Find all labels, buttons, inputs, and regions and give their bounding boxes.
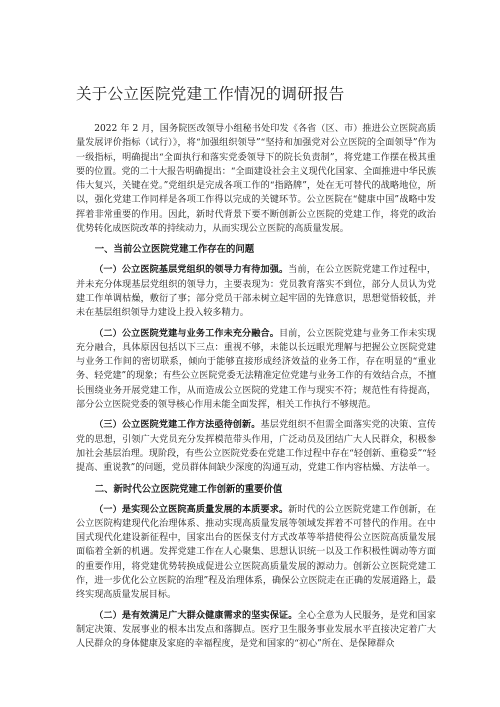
section-1-paragraph-3 (76, 418, 436, 475)
section-2-paragraph-2 (76, 609, 436, 652)
intro-paragraph: 2022 年 2 月，国务院医改领导小组秘书处印发《各省（区、市）推进公立医院高质量发展评价指标（试行）》，将“加强组织领导”“坚持和加强党对公立医院的全面领导”作为一级指标，明确提出“全面执行和落实党委领导下的院长负责制”，将党建工作摆在极其重要的位置。党的二十大报告明确提出：“全面建设社会主义现代化国家、全面推进中华民族伟大复兴，关键在党。”党组织是完成各项工作的“指路牌”，处在无可替代的战略地位，所以，强化党建工作同样是各项工作得以完成的关键环节。公立医院在“健康中国”战略中发挥着非常重要的作用。因此，新时代背景下要不断创新公立医院的党建工作，将党的政治优势转化成医院改革的持续动力，从而实现公立医院的高质量发展。 (76, 124, 436, 235)
section-2-heading: 二、新时代公立医院党建工作创新的重要价值 (94, 483, 283, 495)
section-1-paragraph-1 (76, 263, 436, 320)
section-1-paragraph-1-lead: （一）公立医院基层党组织的领导力有待加强。 (94, 265, 289, 276)
section-1-paragraph-3-body: 基层党组织不但需全面落实党的决策、宣传党的思想，引领广大党员充分发挥模范带头作用，广泛动员及团结广大人民群众，积极参加社会基层治理。现阶段，有些公立医院党委在党建工作过程中存在“轻创新、重稳妥”“轻提高、重说教”的问题，党员群体间缺少深度的沟通互动，党建工作内容枯燥、方法单一。 (76, 420, 436, 474)
section-2-paragraph-2-body: 全心全意为人民服务，是党和国家制定决策、发展事业的根本出发点和落脚点。医疗卫生服务事业发展水平直接决定着广大人民群众的身体健康及家庭的幸福程度，是党和国家的“初心”所在、是保障群众 (76, 610, 436, 650)
section-2-paragraph-1 (76, 503, 436, 603)
document-title: 关于公立医院党建工作情况的调研报告 (76, 85, 345, 103)
section-1-paragraph-2-body: 目前，公立医院党建与业务工作未实现充分融合，具体原因包括以下三点：重视不够，未能以长远眼光理解与把握公立医院党建与业务工作间的密切联系，倾向于能够直接形成经济效益的业务工作，存在明显的“重业务、轻党建”的现象；有些公立医院党委无法精准定位党建与业务工作的有效结合点，不擅长围绕业务开展党建工作，从而造成公立医院的党建工作与现实不符；规范性有待提高，部分公立医院党委的领导核心作用未能全面发挥，相关工作执行不够规范。 (76, 328, 436, 411)
section-2-paragraph-2-lead: （二）是有效满足广大群众健康需求的坚实保证。 (94, 610, 298, 621)
section-1-paragraph-3-lead: （三）公立医院党建工作方法亟待创新。 (94, 420, 261, 431)
section-1-paragraph-2-lead: （二）公立医院党建与业务工作未充分融合。 (94, 328, 280, 339)
section-1-paragraph-2 (76, 327, 436, 413)
section-2-paragraph-1-body: 新时代的公立医院党建工作创新，在公立医院构建现代化治理体系、推动实现高质量发展等领域发挥着不可替代的作用。在中国式现代化建设新征程中，国家出台的医保支付方式改革等举措使得公立医院高质量发展面临着全新的机遇。发挥党建工作在人心聚集、思想认识统一以及工作积极性调动等方面的重要作用，将党建优势转换成促进公立医院高质量发展的源动力。创新公立医院党建工作，进一步优化公立医院的治理”程及治理体系，确保公立医院走在正确的发展道路上，最终实现高质量发展目标。 (76, 504, 436, 601)
section-1-paragraph-1-body: 当前，在公立医院党建工作过程中，并未充分体现基层党组织的领导力，主要表现为：党员教育落实不到位，部分人员认为党建工作单调枯燥，敷衍了事；部分党员干部未树立起牢固的先锋意识，思想觉悟较低，并未在基层组织领导力建设上投入较多精力。 (76, 265, 436, 319)
section-1-heading: 一、当前公立医院党建工作存在的问题 (94, 244, 255, 256)
section-2-paragraph-1-lead: （一）是实现公立医院高质量发展的本质要求。 (94, 504, 289, 515)
